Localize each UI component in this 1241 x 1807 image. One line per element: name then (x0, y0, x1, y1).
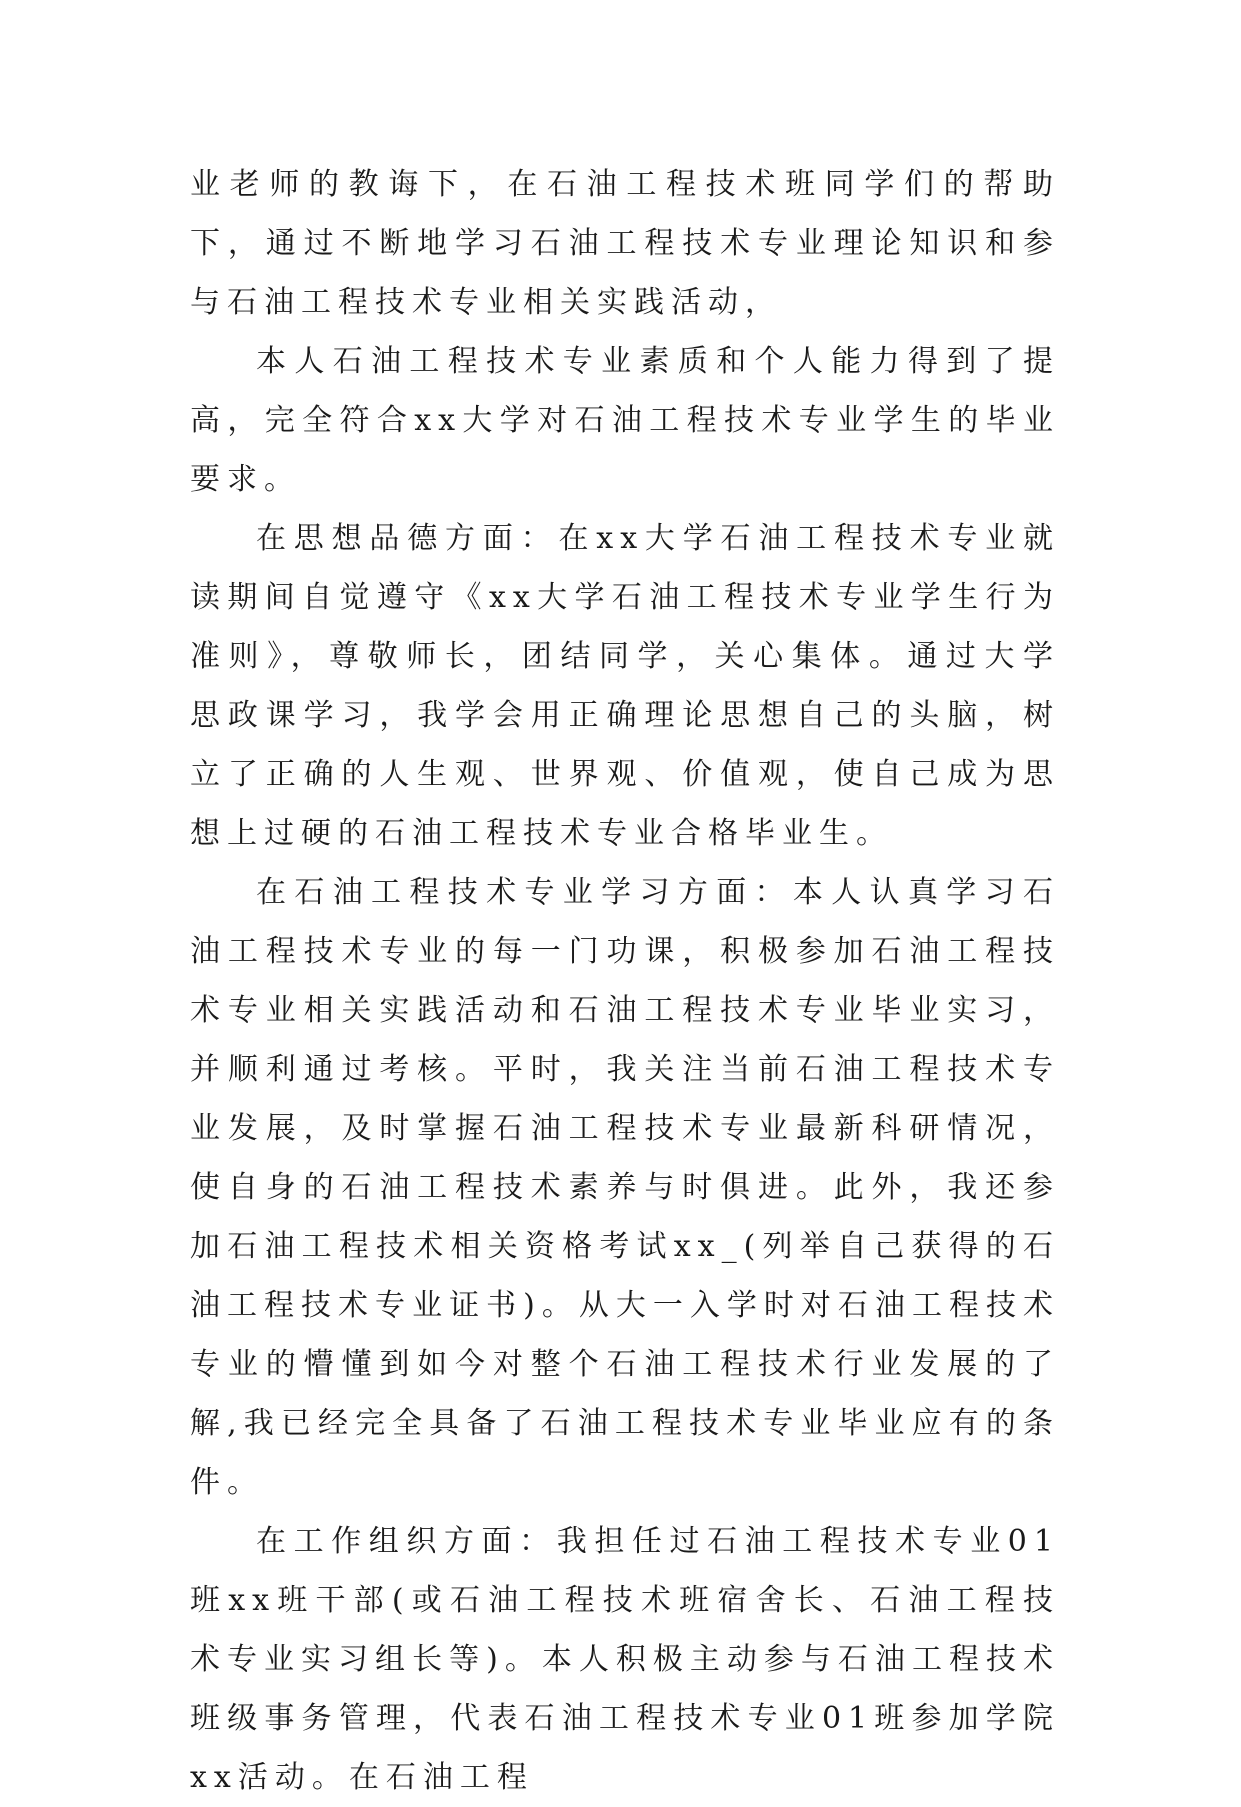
paragraph-5: 在工作组织方面：我担任过石油工程技术专业01班xx班干部(或石油工程技术班宿舍长、石油工程技术专业实习组长等)。本人积极主动参与石油工程技术班级事务管理，代表石油工程技术专业01班参加学院xx活动。在石油工程 (190, 1524, 1060, 1795)
paragraph-4: 在石油工程技术专业学习方面：本人认真学习石油工程技术专业的每一门功课，积极参加石油工程技术专业相关实践活动和石油工程技术专业毕业实习，并顺利通过考核。平时，我关注当前石油工程技术专业发展，及时掌握石油工程技术专业最新科研情况，使自身的石油工程技术素养与时俱进。此外，我还参加石油工程技术相关资格考试xx_(列举自己获得的石油工程技术专业证书)。从大一入学时对石油工程技术专业的懵懂到如今对整个石油工程技术行业发展的了解,我已经完全具备了石油工程技术专业毕业应有的条件。 (190, 875, 1060, 1500)
paragraph-1: 业老师的教诲下，在石油工程技术班同学们的帮助下，通过不断地学习石油工程技术专业理论知识和参与石油工程技术专业相关实践活动， (190, 167, 1060, 320)
paragraph-2: 本人石油工程技术专业素质和个人能力得到了提高，完全符合xx大学对石油工程技术专业学生的毕业要求。 (190, 344, 1060, 497)
paragraph-3: 在思想品德方面：在xx大学石油工程技术专业就读期间自觉遵守《xx大学石油工程技术专业学生行为准则》，尊敬师长，团结同学，关心集体。通过大学思政课学习，我学会用正确理论思想自己的头脑，树立了正确的人生观、世界观、价值观，使自己成为思想上过硬的石油工程技术专业合格毕业生。 (190, 521, 1060, 851)
document-body (190, 155, 1060, 1807)
